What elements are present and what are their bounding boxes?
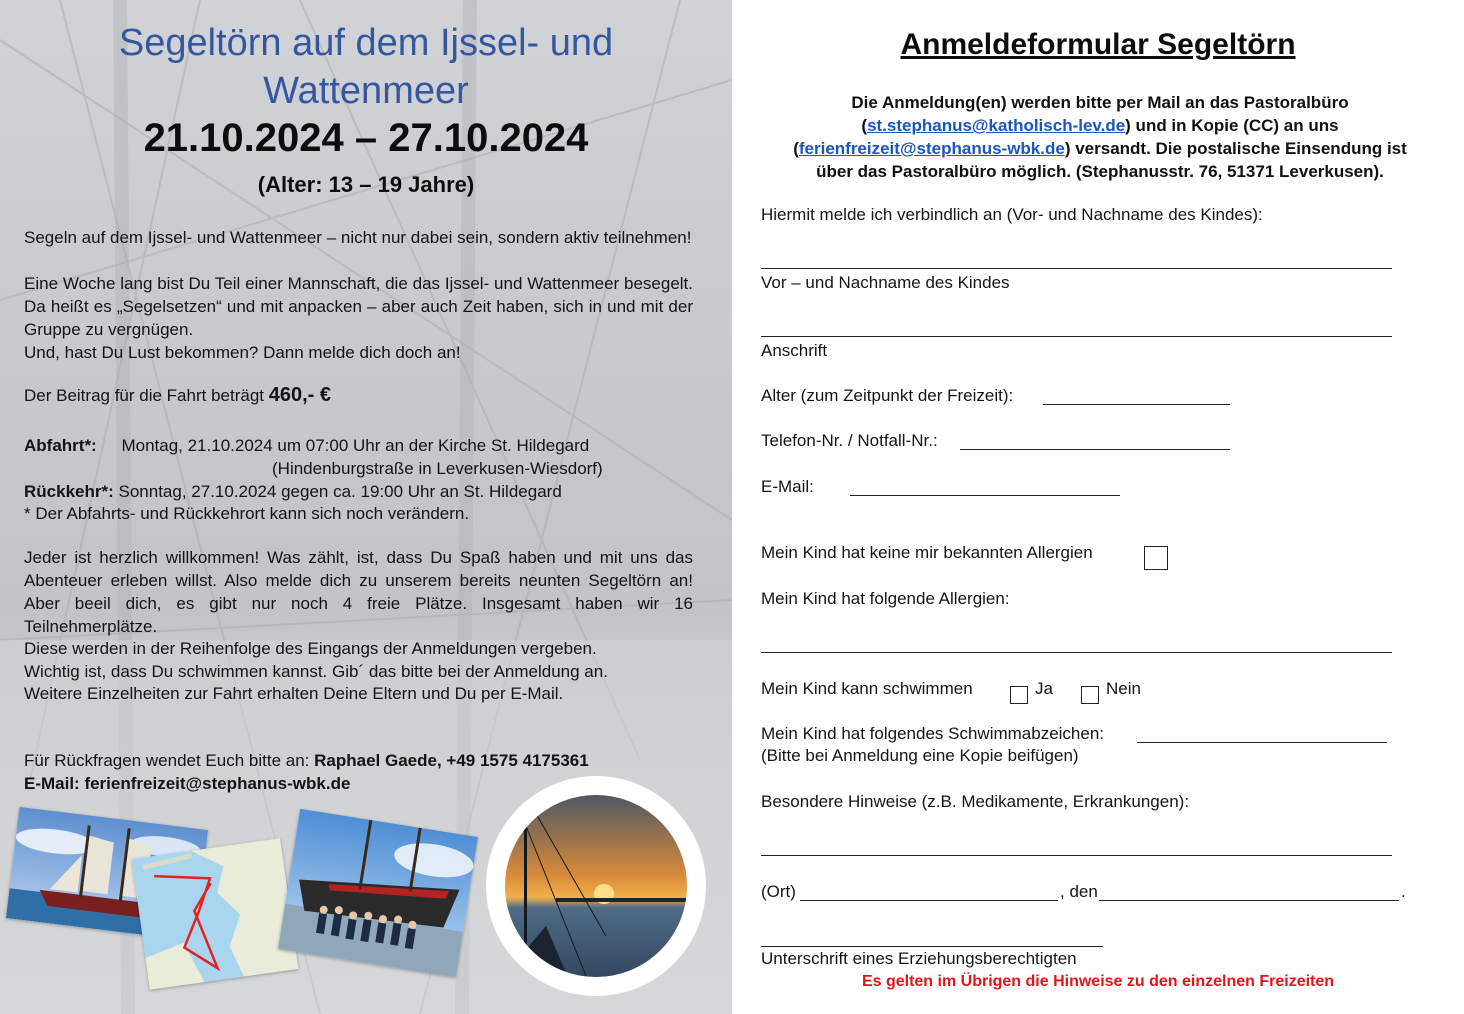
- phone-label: Telefon-Nr. / Notfall-Nr.:: [761, 431, 938, 450]
- flyer-title-line2: Wattenmeer: [263, 70, 469, 112]
- age-field[interactable]: [1043, 404, 1230, 405]
- date-label: , den: [1060, 882, 1098, 901]
- contact-name: Raphael Gaede, +49 1575 4175361: [314, 751, 589, 770]
- order-text: Diese werden in der Reihenfolge des Eingangs der Anmeldungen vergeben.: [24, 639, 597, 658]
- contact-email: E-Mail: ferienfreizeit@stephanus-wbk.de: [24, 774, 351, 793]
- paren: (: [861, 116, 868, 135]
- email-label: E-Mail:: [761, 477, 814, 496]
- remarks-field[interactable]: [761, 855, 1392, 856]
- signature-label: Unterschrift eines Erziehungsberechtigten: [761, 949, 1077, 968]
- flyer-title-line1: Segeltörn auf dem Ijssel- und: [118, 22, 614, 64]
- date-field[interactable]: [1099, 900, 1399, 901]
- contact: [24, 749, 693, 772]
- no-allergies-checkbox[interactable]: [1144, 546, 1168, 570]
- allergies-label: Mein Kind hat folgende Allergien:: [761, 589, 1010, 608]
- intro-line2-rest: ) und in Kopie (CC) an uns: [1125, 116, 1339, 135]
- signature-field[interactable]: [761, 946, 1103, 947]
- remarks-label: Besondere Hinweise (z.B. Medikamente, Erkrankungen):: [761, 792, 1190, 811]
- flyer-fee: [24, 384, 693, 407]
- departure-text: Montag, 21.10.2024 um 07:00 Uhr an der Kirche St. Hildegard: [121, 436, 590, 455]
- no-allergies-label: Mein Kind hat keine mir bekannten Allergien: [761, 543, 1093, 562]
- badge-note: (Bitte bei Anmeldung eine Kopie beifügen): [761, 746, 1079, 765]
- flyer-age: (Alter: 13 – 19 Jahre): [257, 172, 475, 197]
- age-label: Alter (zum Zeitpunkt der Freizeit):: [761, 386, 1014, 405]
- swim-yes-label: Ja: [1035, 679, 1053, 698]
- departure: [24, 434, 693, 457]
- departure-place: (Hindenburgstraße in Leverkusen-Wiesdorf): [272, 459, 603, 478]
- fee-label: Der Beitrag für die Fahrt beträgt: [24, 386, 265, 405]
- place-label: (Ort): [761, 882, 796, 901]
- intro-line2: [760, 114, 1440, 137]
- swim-yes-checkbox[interactable]: [1010, 686, 1028, 704]
- team-email-link[interactable]: ferienfreizeit@stephanus-wbk.de: [798, 139, 1065, 158]
- can-swim-label: Mein Kind kann schwimmen: [761, 679, 973, 698]
- details-text: Weitere Einzelheiten zur Fahrt erhalten Deine Eltern und Du per E-Mail.: [24, 684, 564, 703]
- address-field[interactable]: [761, 336, 1392, 337]
- address-label: Anschrift: [761, 341, 828, 360]
- swim-no-checkbox[interactable]: [1081, 686, 1099, 704]
- place-field[interactable]: [800, 900, 1058, 901]
- swim-no-label: Nein: [1106, 679, 1141, 698]
- flyer-call-to-action: Und, hast Du Lust bekommen? Dann melde dich doch an!: [24, 343, 461, 362]
- fee-value: 460,- €: [268, 384, 332, 406]
- date-period: .: [1401, 882, 1406, 901]
- register-statement: Hiermit melde ich verbindlich an (Vor- und Nachname des Kindes):: [761, 205, 1263, 224]
- location-note: * Der Abfahrts- und Rückkehrort kann sich noch verändern.: [24, 504, 470, 523]
- flyer-dates: 21.10.2024 – 27.10.2024: [143, 116, 589, 160]
- badge-label: Mein Kind hat folgendes Schwimmabzeichen:: [761, 724, 1105, 743]
- intro-line3: [760, 137, 1440, 160]
- group-photo: [278, 809, 478, 977]
- form-intro: [760, 91, 1440, 183]
- intro-line3-rest: ) versandt. Die postalische Einsendung ist: [1064, 139, 1407, 158]
- departure-label: Abfahrt*:: [24, 436, 97, 455]
- intro-line4: über das Pastoralbüro möglich. (Stephanusstr. 76, 51371 Leverkusen).: [816, 162, 1384, 181]
- badge-field[interactable]: [1137, 742, 1387, 743]
- intro-line1: Die Anmeldung(en) werden bitte per Mail an das Pastoralbüro: [851, 93, 1349, 112]
- email-field[interactable]: [850, 495, 1120, 496]
- paren: (: [793, 139, 799, 158]
- phone-field[interactable]: [960, 449, 1230, 450]
- pastoral-email-link[interactable]: st.stephanus@katholisch-lev.de: [867, 116, 1126, 135]
- swim-text: Wichtig ist, dass Du schwimmen kannst. Gib´ das bitte bei der Anmeldung an.: [24, 662, 608, 681]
- allergies-field[interactable]: [761, 652, 1392, 653]
- registration-form: [732, 0, 1464, 1014]
- contact-label: Für Rückfragen wendet Euch bitte an:: [24, 751, 310, 770]
- return-label: Rückkehr*:: [24, 482, 114, 501]
- footer-note: Es gelten im Übrigen die Hinweise zu den einzelnen Freizeiten: [861, 973, 1335, 990]
- flyer-intro: Segeln auf dem Ijssel- und Wattenmeer – nicht nur dabei sein, sondern aktiv teilnehmen!: [24, 228, 692, 247]
- child-name-label: Vor – und Nachname des Kindes: [761, 273, 1010, 292]
- child-name-field[interactable]: [761, 268, 1392, 269]
- route-map-photo: [132, 838, 299, 990]
- flyer-description: Eine Woche lang bist Du Teil einer Mannschaft, die das Ijssel- und Wattenmeer besegelt. Da heißt es „Segelsetzen“ und mit anpacken – aber auch Zeit haben, sich in und mit der Gruppe zu vergnügen.: [24, 274, 693, 339]
- form-heading: Anmeldeformular Segeltörn: [900, 28, 1296, 61]
- return: [24, 480, 693, 503]
- return-text: Sonntag, 27.10.2024 gegen ca. 19:00 Uhr an St. Hildegard: [118, 482, 562, 501]
- sunset-photo: [486, 776, 706, 996]
- welcome-text: Jeder ist herzlich willkommen! Was zählt, ist, dass Du Spaß haben und mit uns das Abenteuer erleben willst. Also melde dich zu unserem bereits neunten Segeltörn an! Aber beeil dich, es gibt nur noch 4 freie Plätze. Insgesamt haben wir 16 Teilnehmerplätze.: [24, 548, 693, 636]
